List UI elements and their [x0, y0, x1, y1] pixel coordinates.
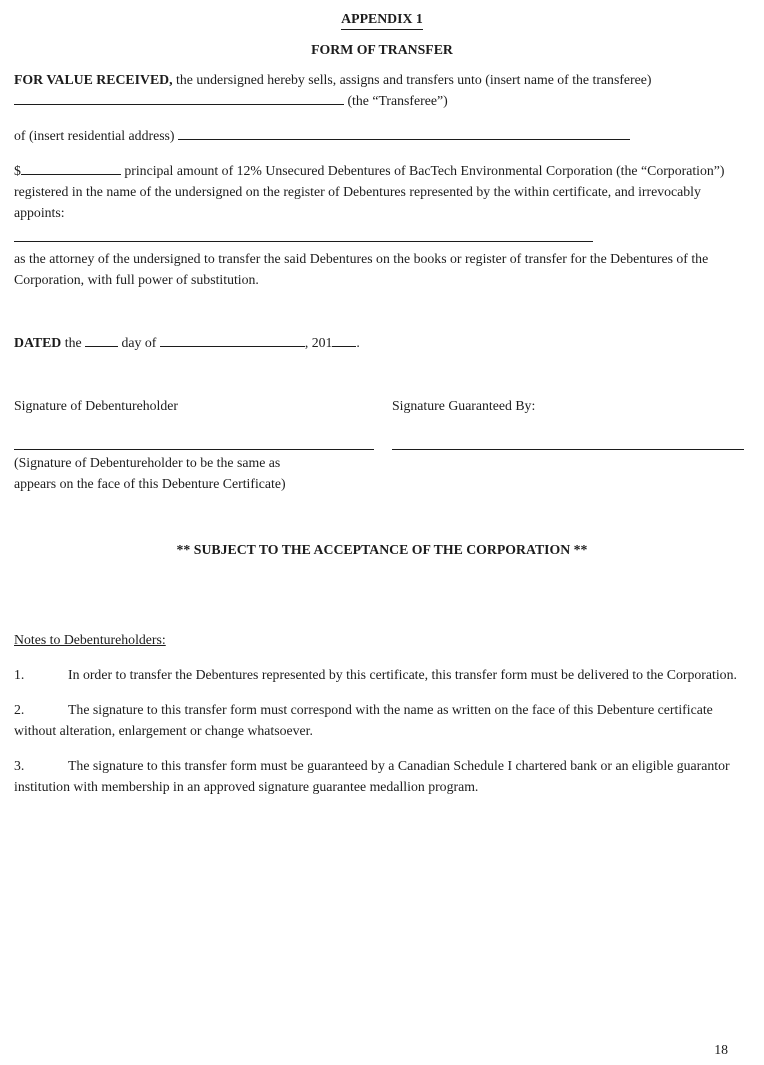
guarantor-signature-line: [392, 449, 744, 494]
residential-address-blank: [178, 125, 630, 140]
dated-day-blank: [85, 332, 118, 347]
appendix-heading: APPENDIX 1: [341, 8, 423, 30]
debentureholder-signature-line: [14, 449, 374, 494]
value-received-paragraph: [14, 69, 750, 111]
value-received-text: the undersigned hereby sells, assigns and transfers unto (insert name of the transferee): [172, 72, 652, 87]
appendix-heading-wrap: [14, 8, 750, 30]
note-3-number: 3.: [14, 758, 25, 774]
note-3-text: The signature to this transfer form must be guaranteed by a Canadian Schedule I chartered bank or an eligible guarantor institution with membership in an approved signature guarantee medallion program.: [14, 758, 730, 795]
note-item-1: [14, 664, 750, 685]
note-item-2: [14, 699, 750, 741]
note-2-text: The signature to this transfer form must correspond with the name as written on the face of this Debenture certificate without alteration, enlargement or change whatsoever.: [14, 702, 713, 739]
dated-period: .: [356, 335, 360, 351]
dated-month-blank: [160, 332, 305, 347]
dollar-sign: $: [14, 162, 21, 178]
acceptance-banner: ** SUBJECT TO THE ACCEPTANCE OF THE CORPORATION **: [176, 542, 588, 558]
transferee-name-blank: [14, 90, 344, 105]
principal-amount-blank: [21, 160, 121, 175]
dated-line: [14, 332, 750, 353]
signature-debentureholder-label: Signature of Debentureholder: [14, 398, 178, 414]
attorney-name-line: [14, 241, 593, 242]
note-item-3: [14, 755, 750, 797]
note-1-text: In order to transfer the Debentures represented by this certificate, this transfer form must be delivered to the Corporation.: [68, 667, 737, 683]
signature-labels-row: [14, 395, 750, 416]
value-received-lead: FOR VALUE RECEIVED,: [14, 72, 173, 87]
dated-day-of: day of: [118, 335, 160, 351]
note-2-number: 2.: [14, 702, 25, 718]
principal-amount-text: principal amount of 12% Unsecured Debentures of BacTech Environmental Corporation (the “Corporation”) registered in the name of the undersigned on the register of Debentures represented by the within certificate, and irrevocably appoints:: [14, 162, 725, 220]
dated-the: the: [61, 335, 86, 351]
attorney-paragraph: as the attorney of the undersigned to transfer the said Debentures on the books or register of transfer for the Debentures of the Corporation, with full power of substitution.: [14, 251, 709, 288]
principal-amount-paragraph: [14, 160, 750, 223]
residential-address-paragraph: [14, 125, 750, 146]
dated-lead: DATED: [14, 335, 62, 351]
transferee-suffix: (the “Transferee”): [344, 93, 448, 108]
dated-year-prefix: , 201: [304, 335, 333, 351]
page-number: 18: [714, 1042, 728, 1057]
signature-note-line2: appears on the face of this Debenture Certificate): [14, 476, 286, 492]
signature-lines-row: [14, 449, 750, 494]
signature-note-line1: (Signature of Debentureholder to be the same as: [14, 455, 281, 471]
dated-year-blank: [332, 332, 356, 347]
residential-address-label: of (insert residential address): [14, 127, 178, 143]
notes-heading: Notes to Debentureholders:: [14, 632, 166, 648]
note-1-number: 1.: [14, 667, 25, 683]
form-of-transfer-heading: FORM OF TRANSFER: [311, 42, 453, 57]
signature-guaranteed-label: Signature Guaranteed By:: [392, 398, 536, 414]
